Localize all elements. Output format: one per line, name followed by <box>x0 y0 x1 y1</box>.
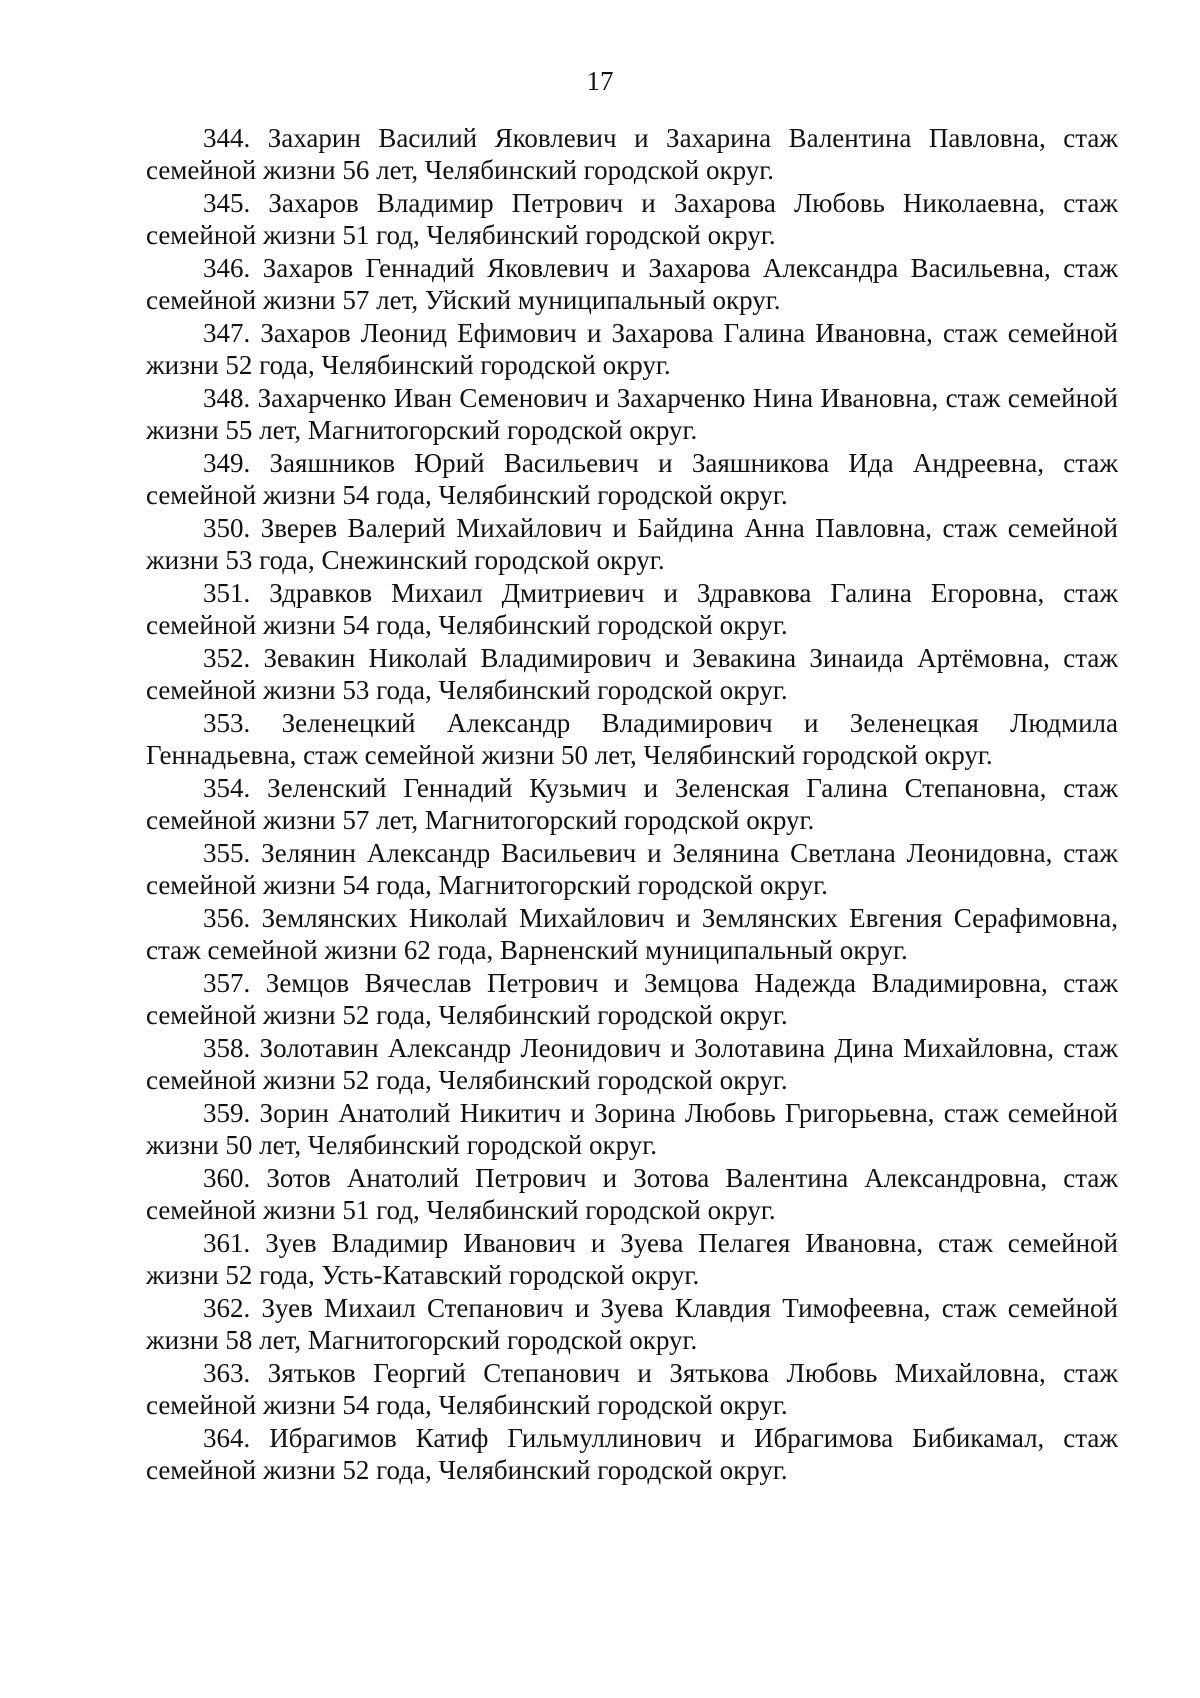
page-number: 17 <box>586 66 614 96</box>
entry-list <box>146 122 1118 1487</box>
list-item: 362. Зуев Михаил Степанович и Зуева Клавдия Тимофеевна, стаж семейной жизни 58 лет, Магнитогорский городской округ. <box>146 1293 1118 1355</box>
list-item: 344. Захарин Василий Яковлевич и Захарина Валентина Павловна, стаж семейной жизни 56 лет, Челябинский городской округ. <box>146 123 1118 185</box>
list-item: 357. Земцов Вячеслав Петрович и Земцова Надежда Владимировна, стаж семейной жизни 52 года, Челябинский городской округ. <box>146 968 1118 1030</box>
list-item: 347. Захаров Леонид Ефимович и Захарова Галина Ивановна, стаж семейной жизни 52 года, Челябинский городской округ. <box>146 318 1118 380</box>
list-item: 360. Зотов Анатолий Петрович и Зотова Валентина Александровна, стаж семейной жизни 51 год, Челябинский городской округ. <box>146 1163 1118 1225</box>
list-item: 345. Захаров Владимир Петрович и Захарова Любовь Николаевна, стаж семейной жизни 51 год, Челябинский городской округ. <box>146 188 1118 250</box>
list-item: 348. Захарченко Иван Семенович и Захарченко Нина Ивановна, стаж семейной жизни 55 лет, Магнитогорский городской округ. <box>146 383 1118 445</box>
list-item: 364. Ибрагимов Катиф Гильмуллинович и Ибрагимова Бибикамал, стаж семейной жизни 52 года, Челябинский городской округ. <box>146 1423 1118 1485</box>
list-item: 355. Зелянин Александр Васильевич и Зелянина Светлана Леонидовна, стаж семейной жизни 54 года, Магнитогорский городской округ. <box>146 838 1118 900</box>
list-item: 356. Землянских Николай Михайлович и Землянских Евгения Серафимовна, стаж семейной жизни 62 года, Варненский муниципальный округ. <box>146 903 1118 965</box>
list-item: 353. Зеленецкий Александр Владимирович и Зеленецкая Людмила Геннадьевна, стаж семейной жизни 50 лет, Челябинский городской округ. <box>146 708 1118 770</box>
list-item: 350. Зверев Валерий Михайлович и Байдина Анна Павловна, стаж семейной жизни 53 года, Снежинский городской округ. <box>146 513 1118 575</box>
list-item: 352. Зевакин Николай Владимирович и Зевакина Зинаида Артёмовна, стаж семейной жизни 53 года, Челябинский городской округ. <box>146 643 1118 705</box>
list-item: 359. Зорин Анатолий Никитич и Зорина Любовь Григорьевна, стаж семейной жизни 50 лет, Челябинский городской округ. <box>146 1098 1118 1160</box>
list-item: 351. Здравков Михаил Дмитриевич и Здравкова Галина Егоровна, стаж семейной жизни 54 года, Челябинский городской округ. <box>146 578 1118 640</box>
list-item: 361. Зуев Владимир Иванович и Зуева Пелагея Ивановна, стаж семейной жизни 52 года, Усть-Катавский городской округ. <box>146 1228 1118 1290</box>
list-item: 354. Зеленский Геннадий Кузьмич и Зеленская Галина Степановна, стаж семейной жизни 57 лет, Магнитогорский городской округ. <box>146 773 1118 835</box>
list-item: 349. Заяшников Юрий Васильевич и Заяшникова Ида Андреевна, стаж семейной жизни 54 года, Челябинский городской округ. <box>146 448 1118 510</box>
list-item: 363. Зятьков Георгий Степанович и Зятькова Любовь Михайловна, стаж семейной жизни 54 года, Челябинский городской округ. <box>146 1358 1118 1420</box>
list-item: 358. Золотавин Александр Леонидович и Золотавина Дина Михайловна, стаж семейной жизни 52 года, Челябинский городской округ. <box>146 1033 1118 1095</box>
list-item: 346. Захаров Геннадий Яковлевич и Захарова Александра Васильевна, стаж семейной жизни 57 лет, Уйский муниципальный округ. <box>146 253 1118 315</box>
